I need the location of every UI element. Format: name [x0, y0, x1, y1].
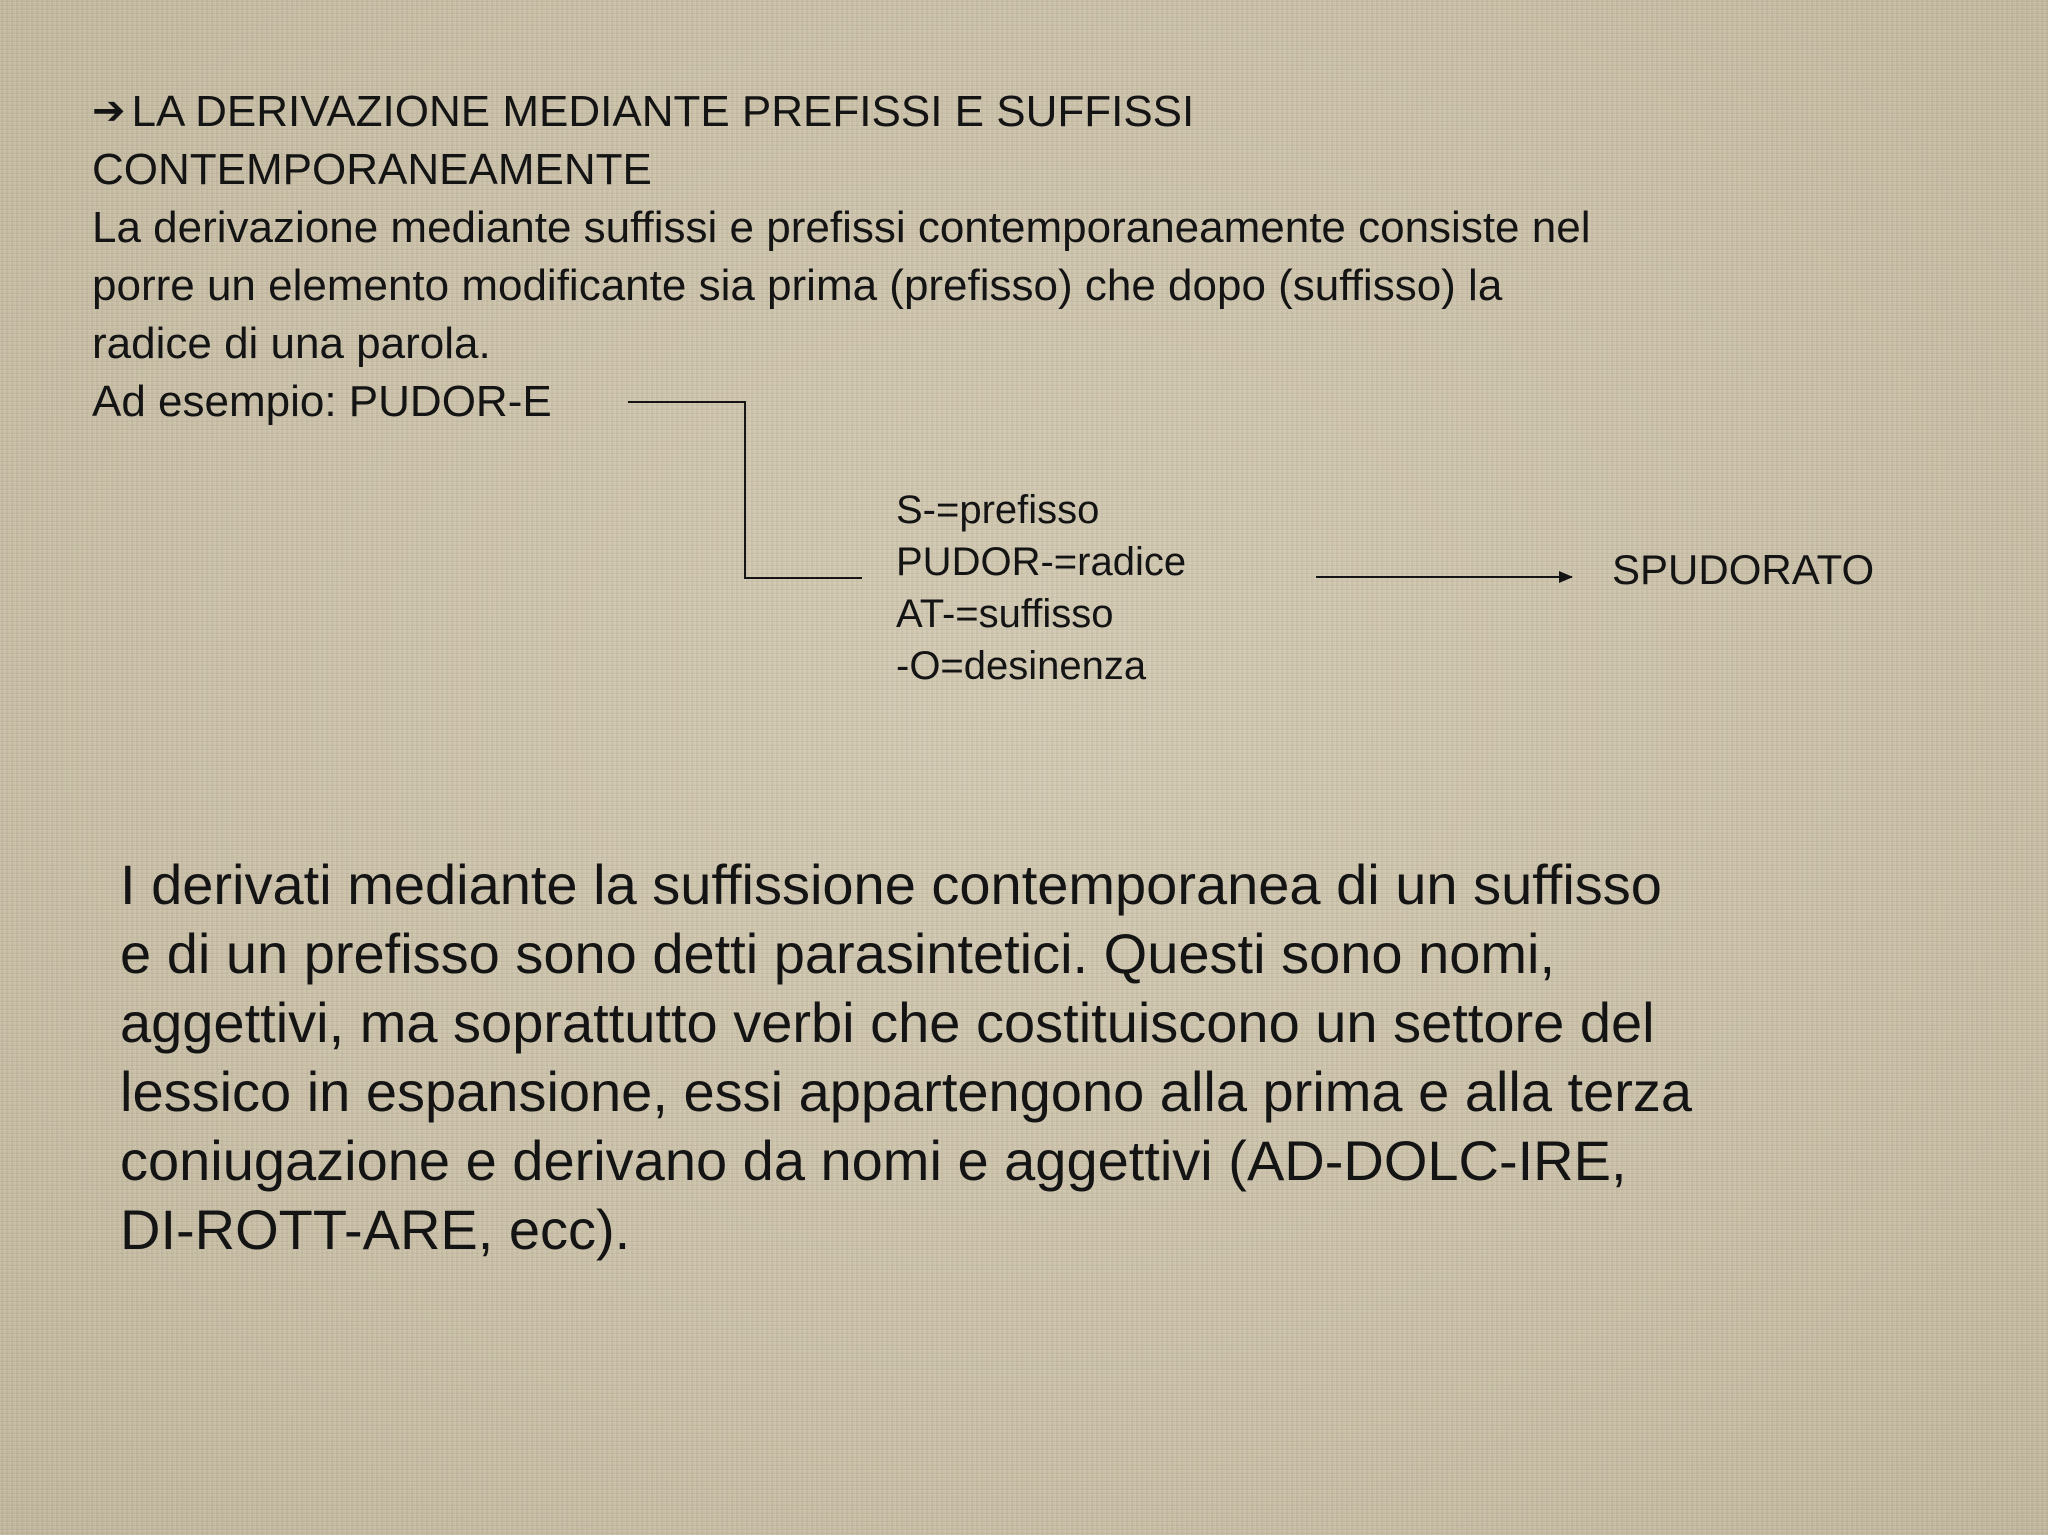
component-ending: -O=desinenza — [896, 644, 1147, 688]
conclusion-line-3: aggettivi, ma soprattutto verbi che costituiscono un settore del — [120, 991, 1655, 1054]
component-suffix: AT-=suffisso — [896, 592, 1114, 636]
definition-line-2: porre un elemento modificante sia prima (prefisso) che dopo (suffisso) la — [92, 261, 1503, 310]
slide-title-text: LA DERIVAZIONE MEDIANTE PREFISSI E SUFFISSI — [131, 87, 1195, 136]
definition-line-3: radice di una parola. — [92, 319, 491, 368]
conclusion-line-5: coniugazione e derivano da nomi e aggettivi (AD-DOLC-IRE, — [120, 1129, 1627, 1192]
arrow-right-icon: ➔ — [92, 88, 126, 134]
conclusion-line-6: DI-ROTT-ARE, ecc). — [120, 1198, 631, 1261]
conclusion-line-1: I derivati mediante la suffissione contemporanea di un suffisso — [120, 853, 1662, 916]
conclusion-paragraph — [120, 850, 1920, 1264]
conclusion-line-2: e di un prefisso sono detti parasintetici. Questi sono nomi, — [120, 922, 1555, 985]
component-list — [896, 484, 1186, 692]
result-word: SPUDORATO — [1612, 546, 1875, 593]
component-prefix: S-=prefisso — [896, 488, 1100, 532]
definition-line-1: La derivazione mediante suffissi e prefissi contemporaneamente consiste nel — [92, 203, 1591, 252]
slide-title-line-2: CONTEMPORANEAMENTE — [92, 145, 652, 194]
component-root: PUDOR-=radice — [896, 540, 1187, 584]
example-label: Ad esempio: PUDOR-E — [92, 377, 552, 426]
elbow-connector-line — [628, 402, 862, 578]
conclusion-line-4: lessico in espansione, essi appartengono alla prima e alla terza — [120, 1060, 1693, 1123]
